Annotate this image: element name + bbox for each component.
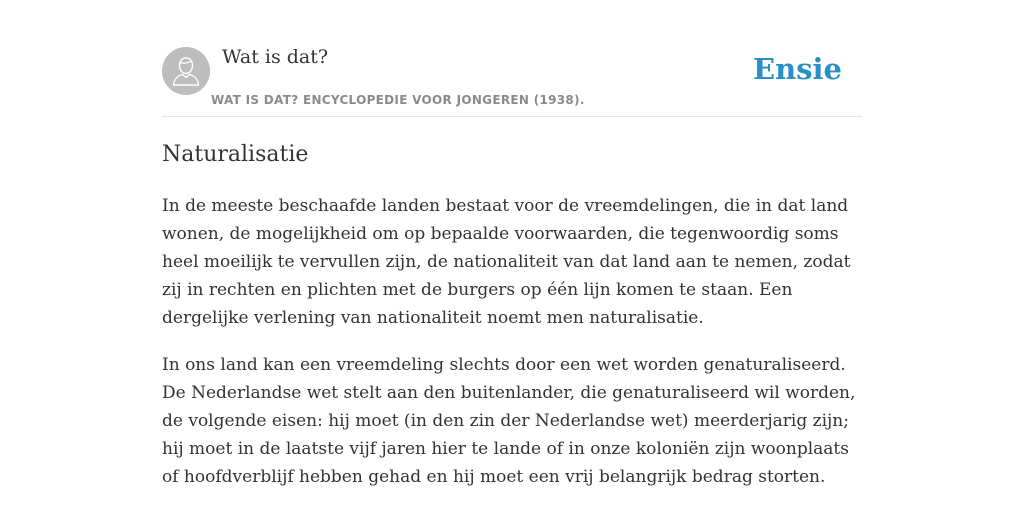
paragraph-line: zij in rechten en plichten met de burgers op één lijn komen te staan. Een <box>162 280 793 300</box>
paragraph-line: dergelijke verlening van nationaliteit noemt men naturalisatie. <box>162 308 704 328</box>
paragraph-line: In de meeste beschaafde landen bestaat voor de vreemdelingen, die in dat land <box>162 196 849 216</box>
article-title: Naturalisatie <box>162 142 309 167</box>
source-title[interactable]: Wat is dat? <box>222 46 329 68</box>
paragraph-line: hij moet in de laatste vijf jaren hier te lande of in onze koloniën zijn woonplaats <box>162 439 849 459</box>
paragraph-line: heel moeilijk te vervullen zijn, de nationaliteit van dat land aan te nemen, zodat <box>162 252 851 272</box>
paragraph-line: In ons land kan een vreemdeling slechts door een wet worden genaturaliseerd. <box>162 355 846 375</box>
paragraph-line: wonen, de mogelijkheid om op bepaalde voorwaarden, die tegenwoordig soms <box>162 224 839 244</box>
article <box>162 139 862 491</box>
paragraph-line: De Nederlandse wet stelt aan den buitenlander, die genaturaliseerd wil worden, <box>162 383 856 403</box>
source-header <box>162 44 862 117</box>
ensie-logo[interactable]: Ensie <box>753 52 842 86</box>
article-paragraph <box>162 192 862 332</box>
paragraph-line: de volgende eisen: hij moet (in den zin der Nederlandse wet) meerderjarig zijn; <box>162 411 849 431</box>
source-subtitle[interactable]: WAT IS DAT? ENCYCLOPEDIE VOOR JONGEREN (1938). <box>211 93 585 107</box>
article-paragraph <box>162 351 862 491</box>
user-icon[interactable] <box>162 47 210 95</box>
paragraph-line: of hoofdverblijf hebben gehad en hij moet een vrij belangrijk bedrag storten. <box>162 467 826 487</box>
